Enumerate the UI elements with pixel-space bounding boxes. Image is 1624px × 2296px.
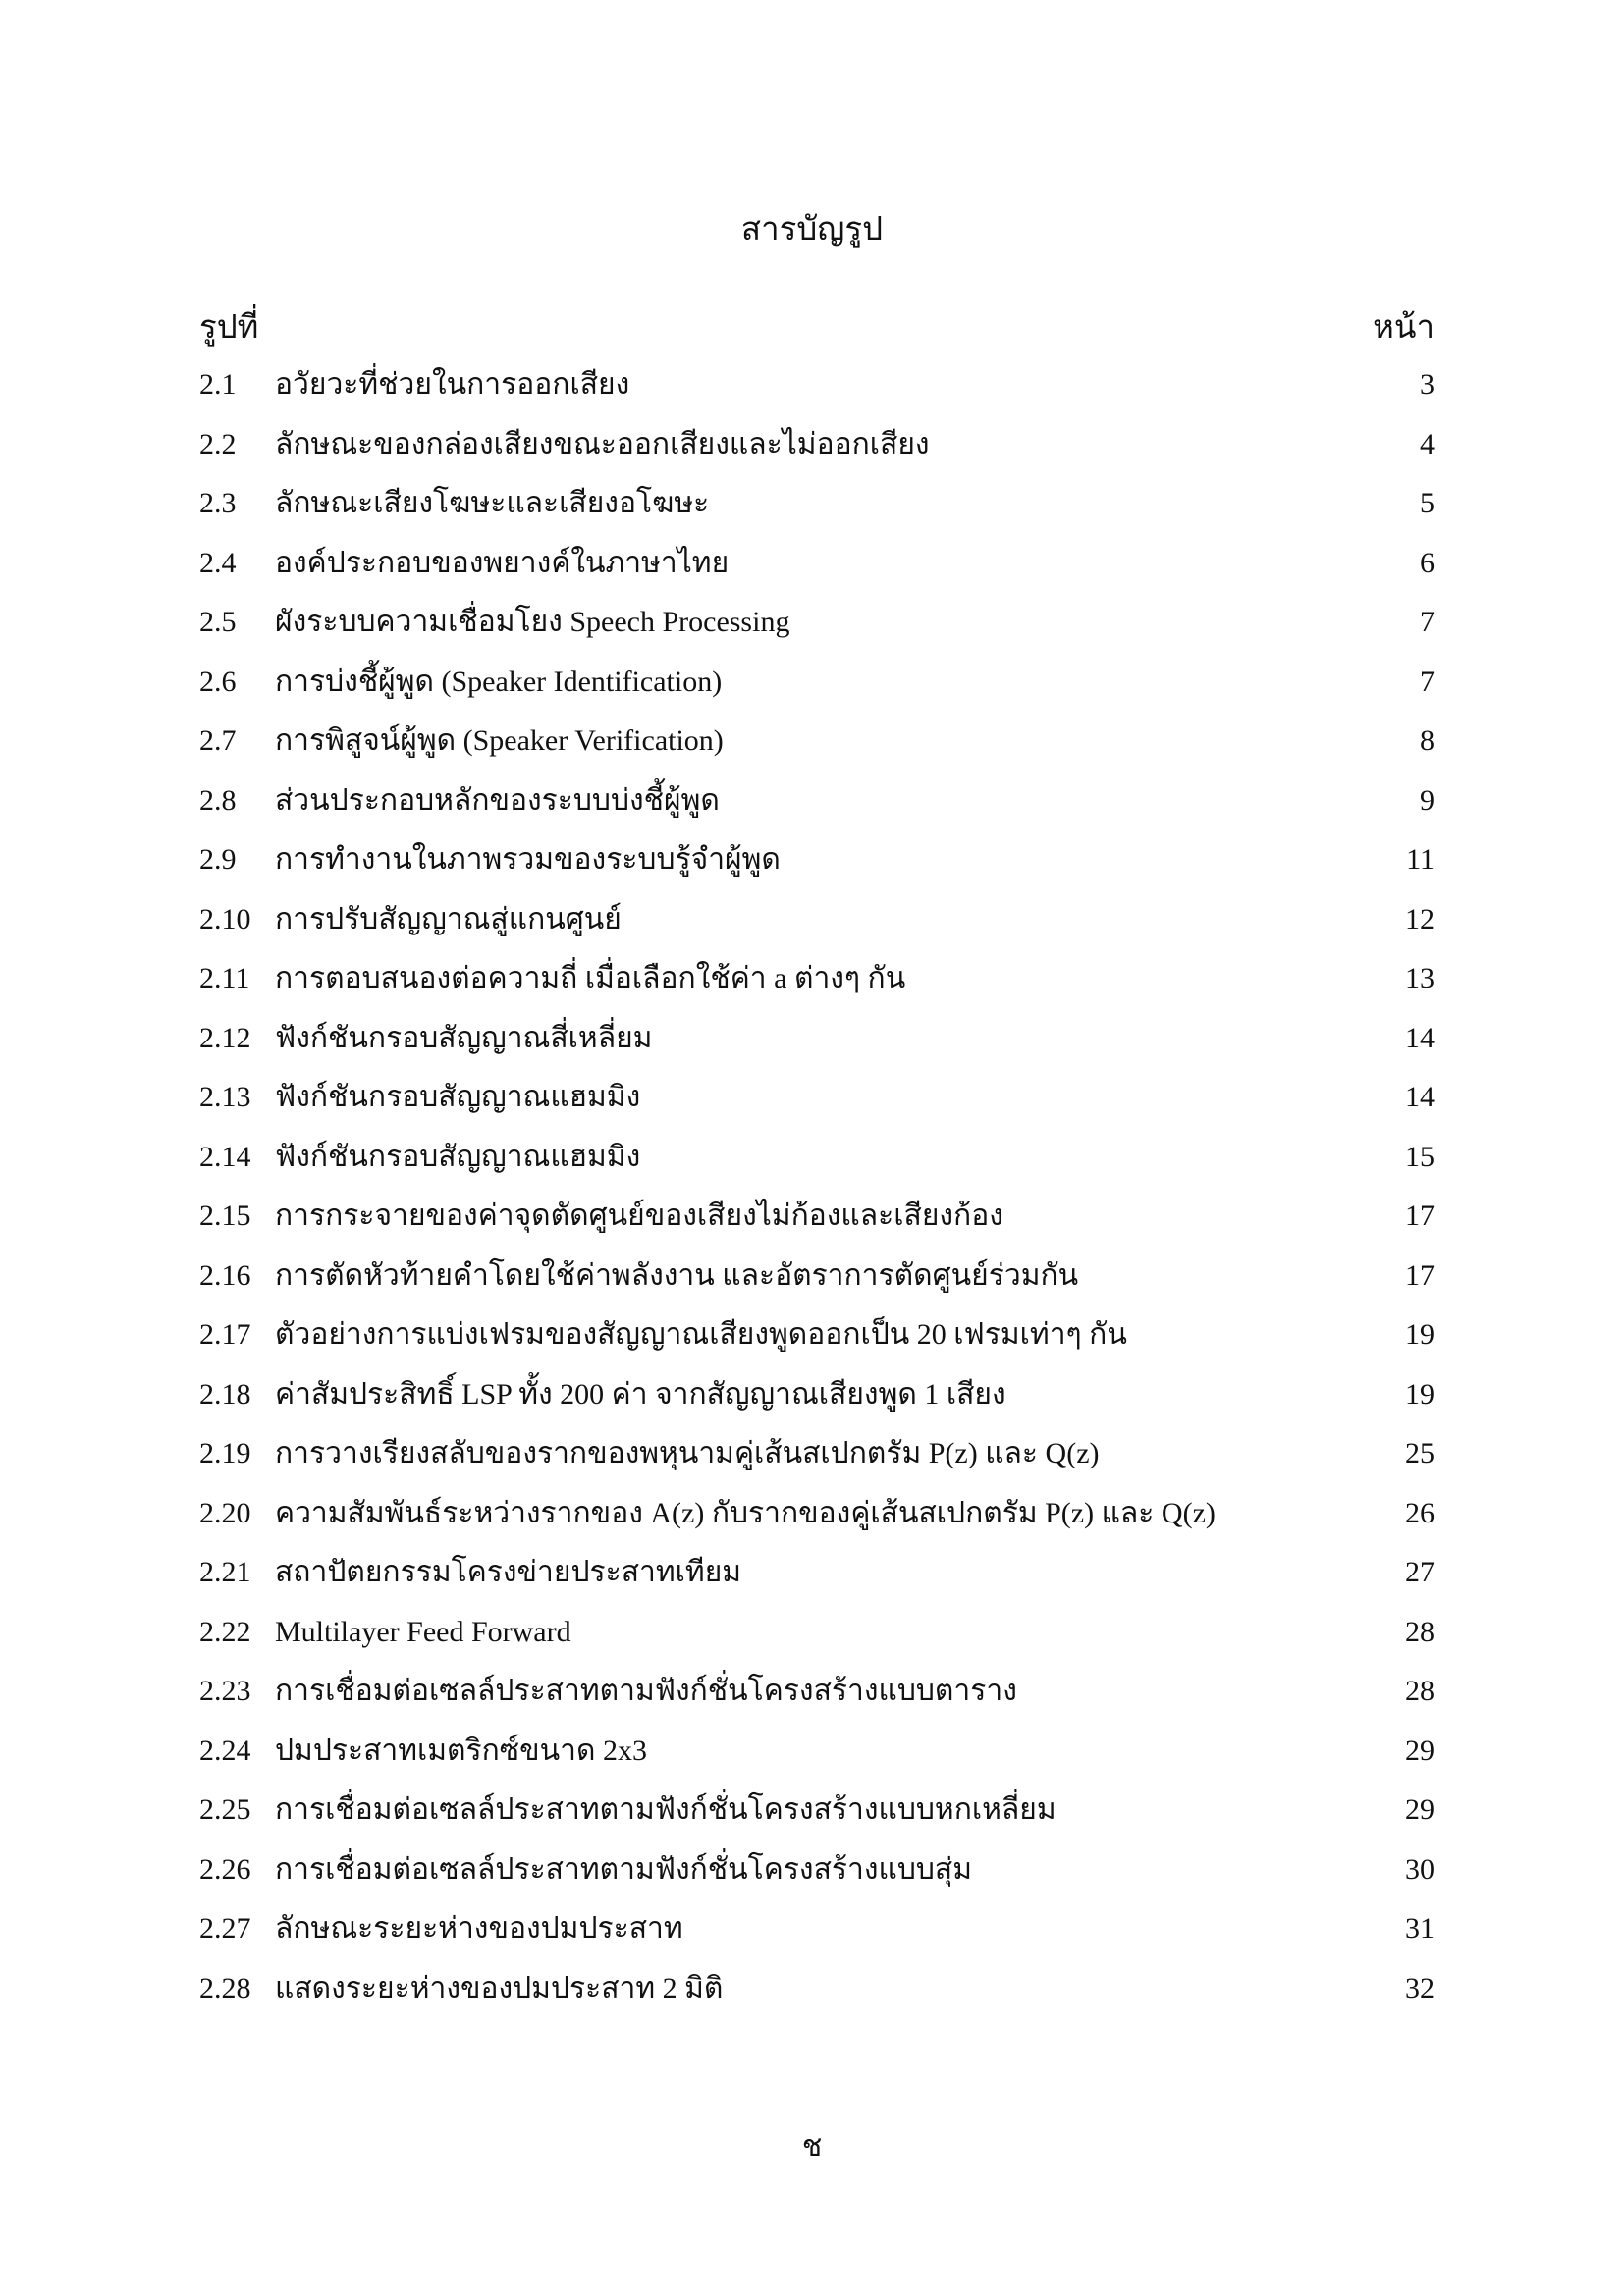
figure-number: 2.7 — [199, 724, 237, 757]
figure-entry — [199, 776, 1435, 836]
figure-caption: ปมประสาทเมตริกซ์ขนาด 2x3 — [275, 1734, 648, 1767]
figure-number: 2.26 — [199, 1852, 251, 1886]
figure-number: 2.4 — [199, 546, 237, 579]
figure-page-number: 25 — [1405, 1437, 1435, 1469]
figure-caption: ฟังก์ชันกรอบสัญญาณสี่เหลี่ยม — [275, 1021, 653, 1054]
figure-page-number: 13 — [1405, 962, 1435, 994]
page-number: ช — [801, 2130, 823, 2163]
figure-number: 2.5 — [199, 606, 237, 638]
figure-page-number: 26 — [1405, 1496, 1435, 1529]
figure-entry — [199, 895, 1435, 955]
figure-caption: การปรับสัญญาณสู่แกนศูนย์ — [275, 902, 622, 935]
figure-number: 2.2 — [199, 427, 237, 460]
figure-page-number: 4 — [1420, 427, 1435, 460]
figure-caption: ส่วนประกอบหลักของระบบบ่งชี้ผู้พูด — [275, 783, 720, 817]
toc-header — [199, 300, 1435, 347]
figure-caption: การเชื่อมต่อเซลล์ประสาทตามฟังก์ชั่นโครงสร้างแบบหกเหลี่ยม — [275, 1793, 1056, 1826]
figure-caption: การกระจายของค่าจุดตัดศูนย์ของเสียงไม่ก้องและเสียงก้อง — [275, 1200, 1003, 1232]
figure-page-number: 15 — [1405, 1140, 1435, 1173]
figure-caption: การพิสูจน์ผู้พูด (Speaker Verification) — [275, 724, 724, 757]
figure-caption: Multilayer Feed Forward — [275, 1615, 571, 1648]
figure-entry — [199, 420, 1435, 480]
figure-page-number: 29 — [1405, 1734, 1435, 1767]
figure-page-number: 31 — [1405, 1912, 1435, 1945]
figure-entry — [199, 479, 1435, 539]
figure-number: 2.8 — [199, 783, 237, 817]
figure-page-number: 8 — [1420, 724, 1435, 757]
figure-caption: การเชื่อมต่อเซลล์ประสาทตามฟังก์ชั่นโครงสร้างแบบตาราง — [275, 1675, 1017, 1707]
figure-number: 2.10 — [199, 902, 251, 935]
figure-number: 2.23 — [199, 1675, 251, 1707]
figure-entry — [199, 539, 1435, 599]
figure-caption: แสดงระยะห่างของปมประสาท 2 มิติ — [275, 1971, 724, 2004]
figure-entry — [199, 1964, 1435, 2024]
figure-entry — [199, 1786, 1435, 1845]
figure-caption: ลักษณะของกล่องเสียงขณะออกเสียงและไม่ออกเสียง — [275, 427, 930, 460]
figure-page-number: 29 — [1405, 1793, 1435, 1826]
page-column-header: หน้า — [1373, 310, 1435, 346]
figure-number: 2.22 — [199, 1615, 251, 1648]
figure-entry — [199, 1310, 1435, 1370]
figure-entry — [199, 1845, 1435, 1905]
figure-page-number: 27 — [1405, 1556, 1435, 1588]
figure-number: 2.19 — [199, 1437, 251, 1469]
figure-entry — [199, 1548, 1435, 1608]
figure-entry — [199, 360, 1435, 420]
figure-caption: ความสัมพันธ์ระหว่างรากของ A(z) กับรากของคู่เส้นสเปกตรัม P(z) และ Q(z) — [275, 1496, 1216, 1529]
figure-number: 2.18 — [199, 1377, 251, 1411]
figure-page-number: 7 — [1420, 606, 1435, 638]
figure-page-number: 14 — [1405, 1021, 1435, 1054]
figure-list — [199, 360, 1435, 2023]
figure-page-number: 6 — [1420, 546, 1435, 579]
figure-page-number: 12 — [1405, 902, 1435, 935]
figure-caption: การวางเรียงสลับของรากของพหุนามคู่เส้นสเปกตรัม P(z) และ Q(z) — [275, 1437, 1100, 1469]
figure-number: 2.14 — [199, 1140, 251, 1173]
figure-caption: การบ่งชี้ผู้พูด (Speaker Identification) — [275, 665, 723, 698]
figure-number: 2.27 — [199, 1912, 251, 1945]
figure-entry — [199, 598, 1435, 658]
figure-column-header: รูปที่ — [199, 310, 259, 346]
figure-page-number: 32 — [1405, 1971, 1435, 2004]
figure-entry — [199, 1192, 1435, 1252]
figure-caption: ลักษณะระยะห่างของปมประสาท — [275, 1912, 683, 1945]
figure-caption: อวัยวะที่ช่วยในการออกเสียง — [275, 368, 630, 400]
figure-number: 2.9 — [199, 843, 237, 876]
figure-caption: ตัวอย่างการแบ่งเฟรมของสัญญาณเสียงพูดออกเป็น 20 เฟรมเท่าๆ กัน — [275, 1318, 1127, 1351]
figure-number: 2.28 — [199, 1971, 251, 2004]
figure-number: 2.16 — [199, 1258, 251, 1292]
figure-caption: การเชื่อมต่อเซลล์ประสาทตามฟังก์ชั่นโครงสร้างแบบสุ่ม — [275, 1852, 973, 1886]
figure-entry — [199, 1727, 1435, 1787]
page-title: สารบัญรูป — [740, 212, 884, 247]
figure-number: 2.11 — [199, 962, 250, 994]
figure-caption: ฟังก์ชันกรอบสัญญาณแฮมมิง — [275, 1081, 641, 1113]
figure-entry — [199, 835, 1435, 895]
figure-number: 2.3 — [199, 487, 237, 519]
figure-number: 2.20 — [199, 1496, 251, 1529]
figure-caption: การตอบสนองต่อความถี่ เมื่อเลือกใช้ค่า a ต่างๆ กัน — [275, 962, 906, 994]
figure-page-number: 7 — [1420, 665, 1435, 698]
figure-page-number: 17 — [1405, 1200, 1435, 1232]
figure-entry — [199, 1014, 1435, 1074]
figure-number: 2.17 — [199, 1318, 251, 1351]
figure-page-number: 11 — [1406, 843, 1435, 876]
figure-number: 2.6 — [199, 665, 237, 698]
figure-entry — [199, 1667, 1435, 1727]
figure-caption: องค์ประกอบของพยางค์ในภาษาไทย — [275, 546, 730, 579]
figure-page-number: 9 — [1420, 783, 1435, 817]
figure-caption: ลักษณะเสียงโฆษะและเสียงอโฆษะ — [275, 487, 710, 519]
figure-page-number: 28 — [1405, 1675, 1435, 1707]
figure-entry — [199, 1429, 1435, 1489]
figure-entry — [199, 1073, 1435, 1133]
figure-caption: ค่าสัมประสิทธิ์ LSP ทั้ง 200 ค่า จากสัญญาณเสียงพูด 1 เสียง — [275, 1377, 1006, 1411]
figure-page-number: 17 — [1405, 1258, 1435, 1292]
figure-entry — [199, 1608, 1435, 1668]
figure-number: 2.21 — [199, 1556, 251, 1588]
figure-page-number: 19 — [1405, 1318, 1435, 1351]
figure-number: 2.15 — [199, 1200, 251, 1232]
figure-entry — [199, 1252, 1435, 1311]
figure-page-number: 19 — [1405, 1377, 1435, 1411]
figure-page-number: 14 — [1405, 1081, 1435, 1113]
figure-caption: ผังระบบความเชื่อมโยง Speech Processing — [275, 606, 790, 638]
figure-entry — [199, 1489, 1435, 1549]
figure-entry — [199, 1370, 1435, 1430]
figure-number: 2.1 — [199, 368, 237, 400]
figure-number: 2.24 — [199, 1734, 251, 1767]
figure-entry — [199, 1133, 1435, 1193]
figure-page-number: 3 — [1420, 368, 1435, 400]
figure-page-number: 28 — [1405, 1615, 1435, 1648]
figure-caption: การตัดหัวท้ายคำโดยใช้ค่าพลังงาน และอัตราการตัดศูนย์ร่วมกัน — [275, 1258, 1079, 1292]
figure-page-number: 30 — [1405, 1852, 1435, 1886]
figure-entry — [199, 717, 1435, 776]
figure-entry — [199, 1904, 1435, 1964]
figure-entry — [199, 658, 1435, 718]
figure-number: 2.12 — [199, 1021, 251, 1054]
figure-caption: ฟังก์ชันกรอบสัญญาณแฮมมิง — [275, 1140, 641, 1173]
figure-number: 2.25 — [199, 1793, 251, 1826]
figure-page-number: 5 — [1420, 487, 1435, 519]
figure-entry — [199, 954, 1435, 1014]
figure-number: 2.13 — [199, 1081, 251, 1113]
figure-caption: การทำงานในภาพรวมของระบบรู้จำผู้พูด — [275, 843, 781, 876]
figure-caption: สถาปัตยกรรมโครงข่ายประสาทเทียม — [275, 1556, 742, 1588]
